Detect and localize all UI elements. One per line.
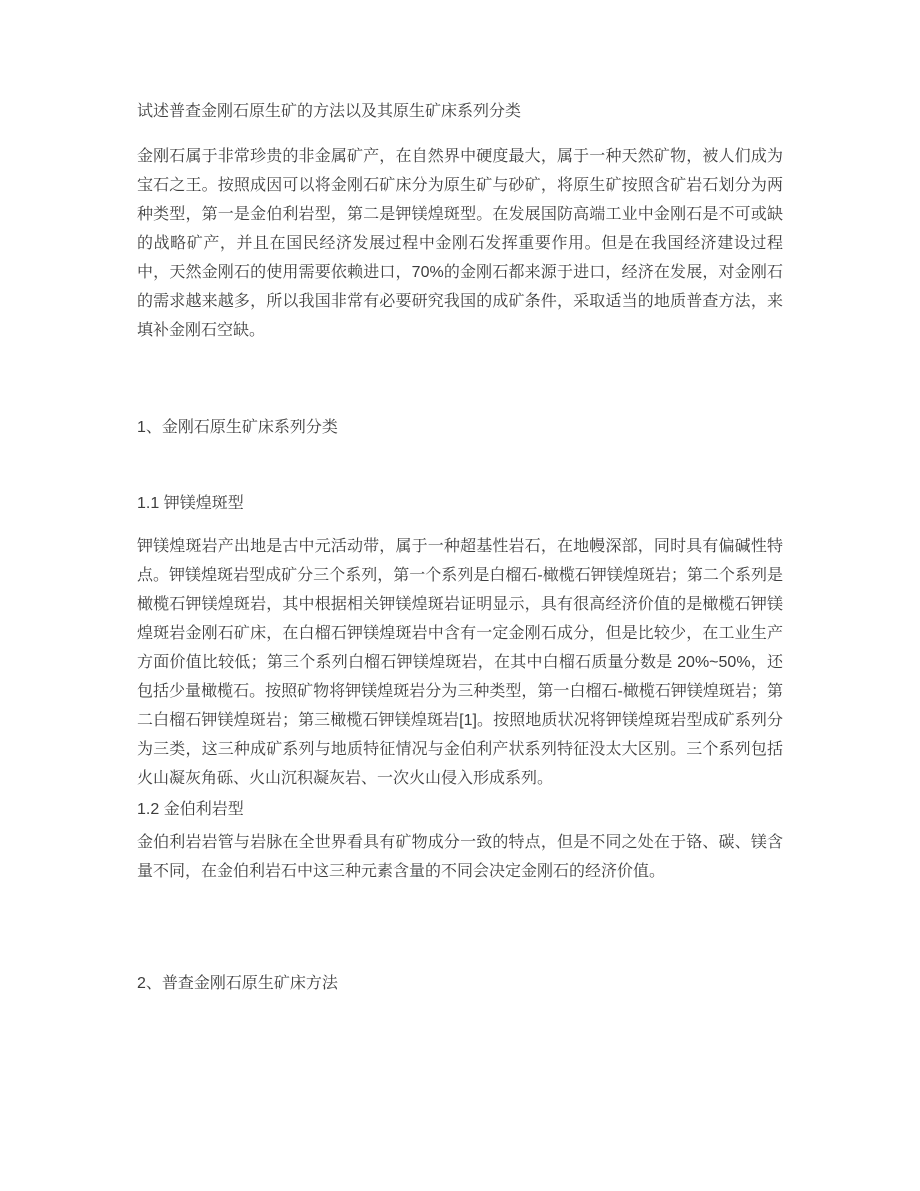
section-1-1-heading: 1.1 钾镁煌斑型 (137, 495, 244, 512)
section-2-heading: 2、普查金刚石原生矿床方法 (137, 975, 338, 992)
intro-paragraph: 金刚石属于非常珍贵的非金属矿产，在自然界中硬度最大，属于一种天然矿物，被人们成为宝石之王。按照成因可以将金刚石矿床分为原生矿与砂矿，将原生矿按照含矿岩石划分为两种类型，第一是金伯利岩型，第二是钾镁煌斑型。在发展国防高端工业中金刚石是不可或缺的战略矿产，并且在国民经济发展过程中金刚石发挥重要作用。但是在我国经济建设过程中，天然金刚石的使用需要依赖进口，70%的金刚石都来源于进口，经济在发展，对金刚石的需求越来越多，所以我国非常有必要研究我国的成矿条件，采取适当的地质普查方法，来填补金刚石空缺。 (137, 148, 783, 339)
section-1-2-heading: 1.2 金伯利岩型 (137, 801, 244, 818)
section-1-2-paragraph: 金伯利岩岩管与岩脉在全世界看具有矿物成分一致的特点，但是不同之处在于铬、碳、镁含量不同，在金伯利岩石中这三种元素含量的不同会决定金刚石的经济价值。 (137, 834, 783, 880)
document-title: 试述普查金刚石原生矿的方法以及其原生矿床系列分类 (137, 103, 522, 120)
section-1-1-paragraph: 钾镁煌斑岩产出地是古中元活动带，属于一种超基性岩石，在地幔深部，同时具有偏碱性特点。钾镁煌斑岩型成矿分三个系列，第一个系列是白榴石-橄榄石钾镁煌斑岩；第二个系列是橄榄石钾镁煌斑岩，其中根据相关钾镁煌斑岩证明显示，具有很高经济价值的是橄榄石钾镁煌斑岩金刚石矿床，在白榴石钾镁煌斑岩中含有一定金刚石成分，但是比较少，在工业生产方面价值比较低；第三个系列白榴石钾镁煌斑岩，在其中白榴石质量分数是 20%~50%，还包括少量橄榄石。按照矿物将钾镁煌斑岩分为三种类型，第一白榴石-橄榄石钾镁煌斑岩；第二白榴石钾镁煌斑岩；第三橄榄石钾镁煌斑岩[1]。按照地质状况将钾镁煌斑岩型成矿系列分为三类，这三种成矿系列与地质特征情况与金伯利产状系列特征没太大区别。三个系列包括火山凝灰角砾、火山沉积凝灰岩、一次火山侵入形成系列。 (137, 538, 783, 787)
section-1-heading: 1、金刚石原生矿床系列分类 (137, 419, 338, 436)
